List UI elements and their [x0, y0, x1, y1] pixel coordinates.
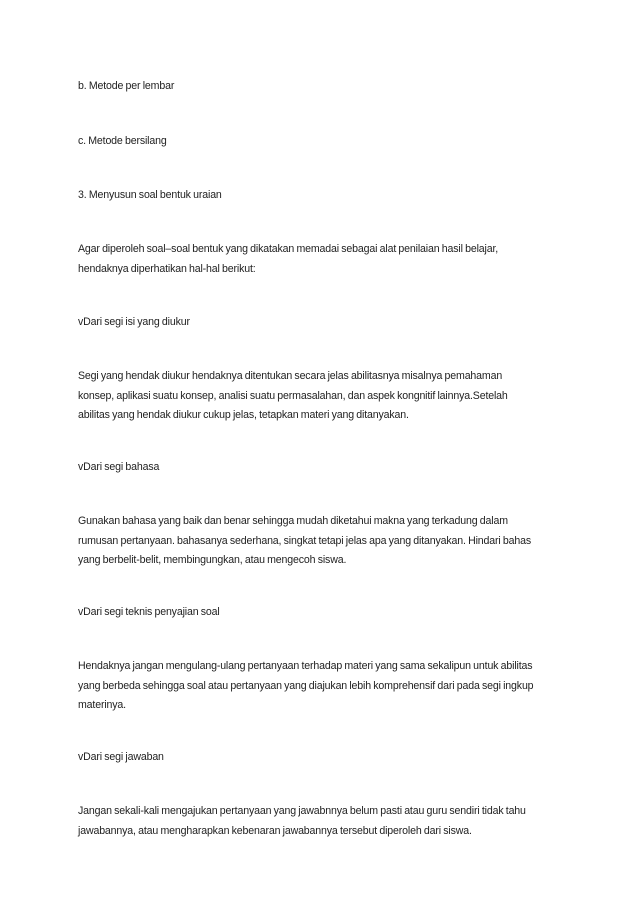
answer-paragraph	[78, 802, 568, 841]
text-line: yang berbelit-belit, membingungkan, atau mengecoh siswa.	[78, 554, 347, 566]
technique-paragraph	[78, 657, 568, 716]
list-item-method-per-sheet	[78, 77, 568, 97]
text-line: Jangan sekali-kali mengajukan pertanyaan yang jawabnnya belum pasti atau guru sendiri tidak tahu	[78, 805, 526, 817]
text-line: c. Metode bersilang	[78, 135, 167, 147]
bullet-heading-technique	[78, 603, 568, 623]
bullet-heading-answer	[78, 748, 568, 768]
text-line: abilitas yang hendak diukur cukup jelas, tetapkan materi yang ditanyakan.	[78, 409, 409, 421]
content-paragraph	[78, 367, 568, 426]
text-line: vDari segi jawaban	[78, 751, 164, 763]
text-line: vDari segi bahasa	[78, 461, 160, 473]
text-line: vDari segi isi yang diukur	[78, 316, 190, 328]
text-line: Segi yang hendak diukur hendaknya ditentukan secara jelas abilitasnya misalnya pemahaman	[78, 370, 503, 382]
list-item-method-crossed	[78, 132, 568, 152]
text-line: yang berbeda sehingga soal atau pertanyaan yang diajukan lebih komprehensif dari pada segi ingkup	[78, 679, 534, 692]
text-line: b. Metode per lembar	[78, 80, 175, 92]
text-line: Gunakan bahasa yang baik dan benar sehingga mudah diketahui makna yang terkadung dalam	[78, 515, 508, 527]
text-line: Agar diperoleh soal–soal bentuk yang dikatakan memadai sebagai alat penilaian hasil belajar,	[78, 243, 499, 255]
language-paragraph	[78, 512, 568, 571]
text-line: vDari segi teknis penyajian soal	[78, 606, 220, 618]
text-line: Hendaknya jangan mengulang-ulang pertanyaan terhadap materi yang sama sekalipun untuk abilitas	[78, 660, 533, 672]
text-line: rumusan pertanyaan. bahasanya sederhana, singkat tetapi jelas apa yang ditanyakan. Hindari bahas	[78, 534, 532, 547]
text-line: hendaknya diperhatikan hal-hal berikut:	[78, 262, 256, 275]
bullet-heading-language	[78, 458, 568, 478]
section-heading-essay	[78, 186, 568, 206]
text-line: materinya.	[78, 699, 126, 711]
text-line: konsep, aplikasi suatu konsep, analisi suatu permasalahan, dan aspek kongnitif lainnya.Setelah	[78, 389, 508, 402]
intro-paragraph	[78, 240, 568, 279]
text-line: 3. Menyusun soal bentuk uraian	[78, 189, 222, 201]
text-line: jawabannya, atau mengharapkan kebenaran jawabannya tersebut diperoleh dari siswa.	[78, 824, 472, 837]
bullet-heading-content	[78, 313, 568, 333]
